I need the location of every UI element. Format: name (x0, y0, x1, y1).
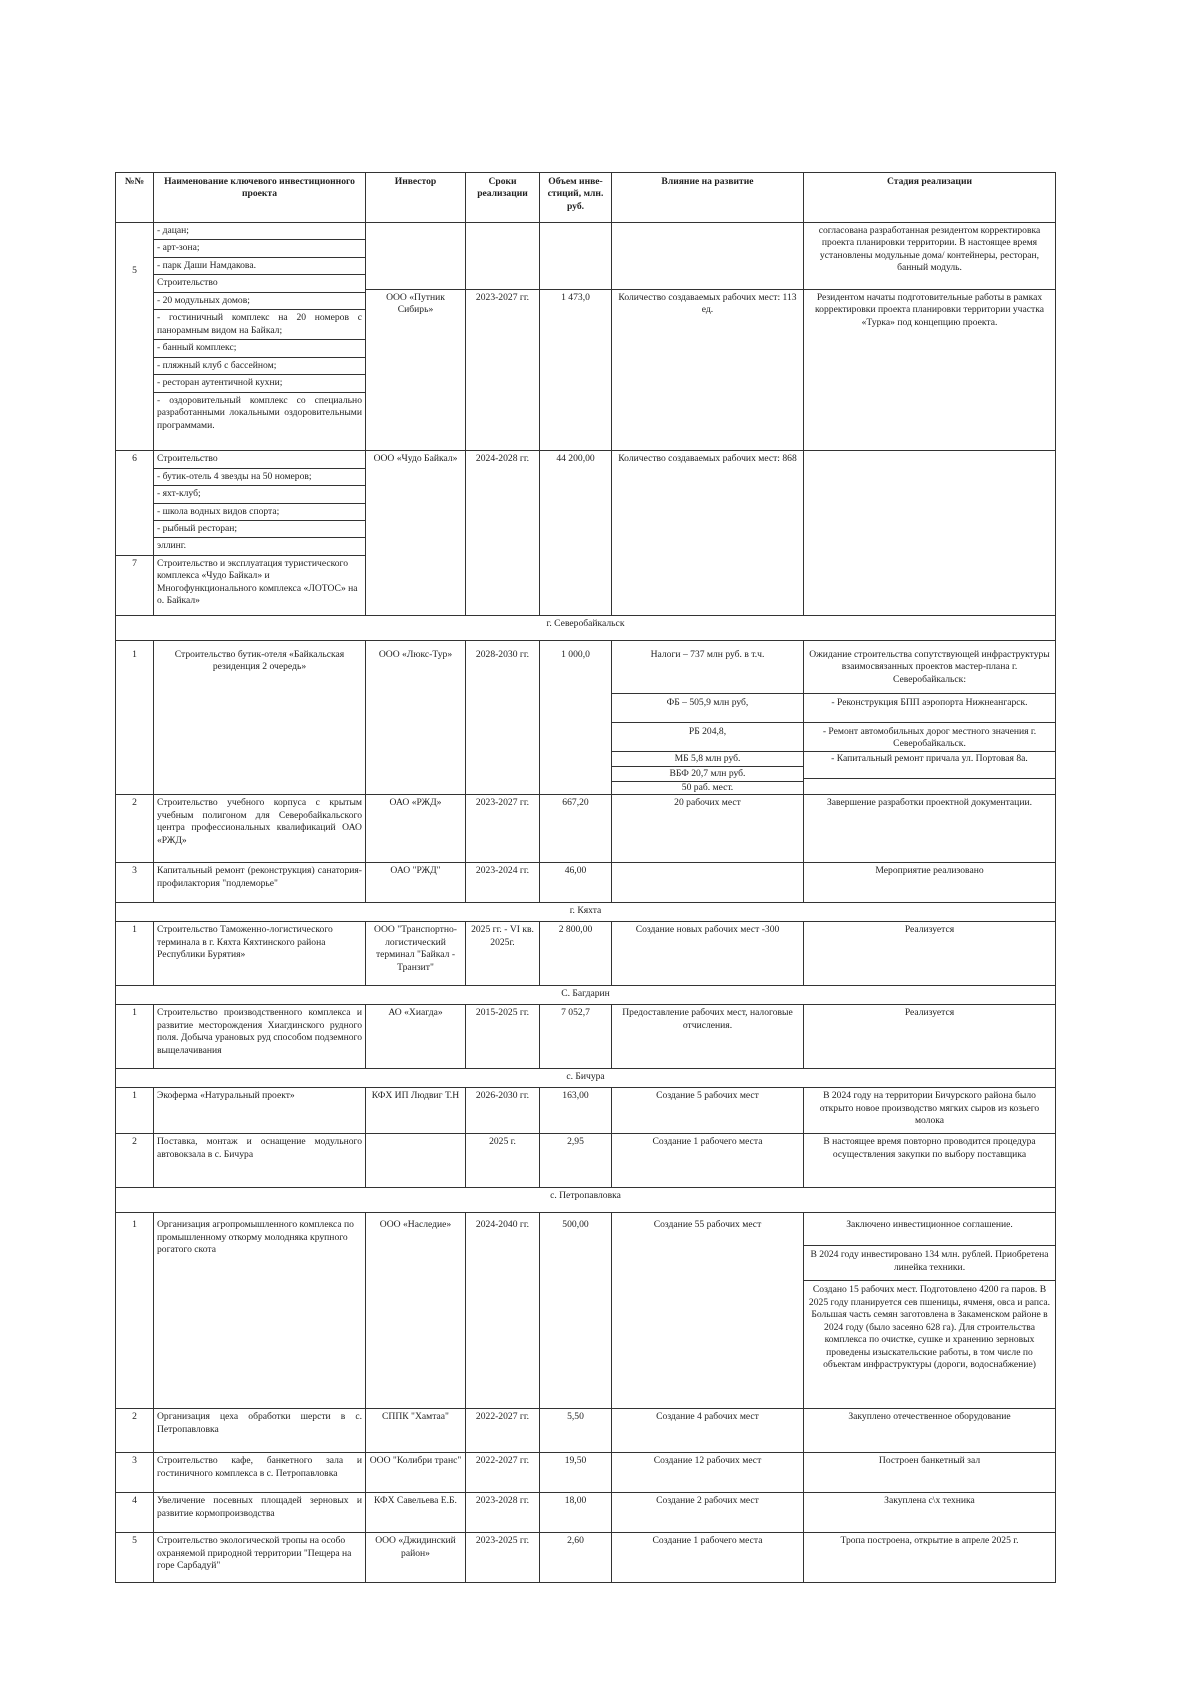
row-stage: Тропа построена, открытие в апреле 2025 г. (804, 1533, 1056, 1583)
section-title: с. Бичура (116, 1069, 1056, 1088)
row-name: Строительство и эксплуатация туристического комплекса «Чудо Байкал» и Многофункционального комплекса «ЛОТОС» на о. Байкал» (154, 555, 366, 615)
list-item: - яхт-клуб; (154, 486, 365, 503)
header-impact: Влияние на развитие (612, 173, 804, 223)
impact-line: ФБ – 505,9 млн руб, (612, 694, 803, 723)
row-stage (804, 1213, 1056, 1409)
list-item: Строительство (154, 275, 365, 292)
row-impact (612, 863, 804, 903)
row-volume: 19,50 (540, 1453, 612, 1493)
stage-line: В 2024 году инвестировано 134 млн. рублей. Приобретена линейка техники. (804, 1246, 1055, 1281)
list-item: - ресторан аутентичной кухни; (154, 375, 365, 392)
row-volume: 44 200,00 (540, 451, 612, 616)
row-volume: 2,95 (540, 1134, 612, 1188)
list-item: - оздоровительный комплекс со специально разработанными локальными оздоровительными программами. (157, 394, 362, 431)
row-stage: В 2024 году на территории Бичурского района было открыто новое производство мягких сыров из козьего молока (804, 1088, 1056, 1134)
row-impact: Создание 4 рабочих мест (612, 1409, 804, 1453)
row-impact: Предоставление рабочих мест, налоговые отчисления. (612, 1005, 804, 1069)
list-item: Строительство (154, 451, 365, 468)
row-investor: ООО "Колибри транс" (366, 1453, 466, 1493)
table-row (116, 922, 1056, 986)
header-investor: Инвестор (366, 173, 466, 223)
row-investor: ООО "Транспортно-логистический терминал "Байкал - Транзит" (366, 922, 466, 986)
list-item: эллинг. (157, 540, 187, 552)
row-terms: 2023-2028 гг. (466, 1493, 540, 1533)
row-impact: Создание 1 рабочего места (612, 1134, 804, 1188)
row-num: 4 (116, 1493, 154, 1533)
impact-line: МБ 5,8 млн руб. (612, 752, 803, 767)
row-impact: Создание 1 рабочего места (612, 1533, 804, 1583)
section-title: с. Петропавловка (116, 1188, 1056, 1213)
table-row (116, 1533, 1056, 1583)
row-volume: 667,20 (540, 795, 612, 863)
row-terms: 2025 г. (466, 1134, 540, 1188)
impact-line: 50 раб. мест. (681, 781, 734, 793)
row-num: 1 (116, 1088, 154, 1134)
row-name: Капитальный ремонт (реконструкция) санатория-профилактория "подлеморье" (154, 863, 366, 903)
section-row (116, 1188, 1056, 1213)
terms-value: 2023-2027 гг. (475, 292, 530, 303)
table-header-row (116, 173, 1056, 223)
row-terms: 2024-2040 гг. (466, 1213, 540, 1409)
row-investor: ООО «Чудо Байкал» (366, 451, 466, 616)
row-num: 3 (116, 863, 154, 903)
row-volume: 1 000,0 (540, 640, 612, 794)
table-row (116, 1134, 1056, 1188)
row-name: Строительство учебного корпуса с крытым учебным полигоном для Северобайкальского центра профессиональных квалификаций ОАО «РЖД» (154, 795, 366, 863)
row-investor (366, 223, 466, 451)
row-num: 7 (116, 555, 154, 615)
row-terms: 2015-2025 гг. (466, 1005, 540, 1069)
row-stage: Построен банкетный зал (804, 1453, 1056, 1493)
row-investor: ОАО "РЖД" (366, 863, 466, 903)
table-row (116, 1493, 1056, 1533)
row-stage (804, 451, 1056, 616)
investor-value: ООО «Путник Сибирь» (386, 292, 445, 316)
volume-value: 1 473,0 (561, 292, 590, 303)
row-name: Увеличение посевных площадей зерновых и развитие кормопроизводства (154, 1493, 366, 1533)
stage-line: - Капитальный ремонт причала ул. Портовая 8а. (804, 752, 1055, 779)
row-name: Строительство производственного комплекса и развитие месторождения Хиагдинского рудного поля. Добыча урановых руд способом подземного выщелачивания (154, 1005, 366, 1069)
row-terms: 2023-2024 гг. (466, 863, 540, 903)
list-item: - арт-зона; (154, 240, 365, 257)
row-stage: Реализуется (804, 1005, 1056, 1069)
row-stage: Завершение разработки проектной документации. (804, 795, 1056, 863)
row-volume: 46,00 (540, 863, 612, 903)
header-name: Наименование ключевого инвестиционного проекта (154, 173, 366, 223)
row-stage (804, 640, 1056, 794)
investment-projects-table (115, 172, 1056, 1583)
row-num: 3 (116, 1453, 154, 1493)
header-num: №№ (116, 173, 154, 223)
row-impact: Создание 2 рабочих мест (612, 1493, 804, 1533)
row-investor: СППК "Хамтаа" (366, 1409, 466, 1453)
section-title: г. Северобайкальск (116, 615, 1056, 640)
row-volume: 5,50 (540, 1409, 612, 1453)
row-terms: 2024-2028 гг. (466, 451, 540, 616)
row-num: 1 (116, 1005, 154, 1069)
row-num: 1 (116, 640, 154, 794)
row-num: 2 (116, 1134, 154, 1188)
list-item: - дацан; (154, 223, 365, 240)
stage-line: - Реконструкция БПП аэропорта Нижнеангарск. (804, 694, 1055, 723)
table-row (116, 1213, 1056, 1409)
row-name: Организация цеха обработки шерсти в с. Петропавловка (154, 1409, 366, 1453)
row-volume: 500,00 (540, 1213, 612, 1409)
row-num: 5 (116, 1533, 154, 1583)
table-row (116, 795, 1056, 863)
list-item: - парк Даши Намдакова. (154, 258, 365, 275)
row-volume: 2 800,00 (540, 922, 612, 986)
row-impact: Количество создаваемых рабочих мест: 868 (612, 451, 804, 616)
table-row (116, 1409, 1056, 1453)
row-num: 2 (116, 1409, 154, 1453)
row-investor: КФХ ИП Людвиг Т.Н (366, 1088, 466, 1134)
table-row (116, 223, 1056, 451)
row-name: Поставка, монтаж и оснащение модульного автовокзала в с. Бичура (154, 1134, 366, 1188)
row-stage: В настоящее время повторно проводится процедура осуществления закупки по выбору поставщика (804, 1134, 1056, 1188)
table-row (116, 1453, 1056, 1493)
row-name: Строительство бутик-отеля «Байкальская резиденция 2 очередь» (154, 640, 366, 794)
row-name (154, 451, 366, 556)
list-item: - 20 модульных домов; (154, 293, 365, 310)
stage-line: Ожидание строительства сопутствующей инфраструктуры взаимосвязанных проектов мастер-плана г. Северобайкальск: (804, 641, 1055, 694)
row-impact (612, 640, 804, 794)
row-num (116, 223, 154, 451)
row-num-5: 5 (132, 265, 137, 276)
row-impact: Создание 55 рабочих мест (612, 1213, 804, 1409)
row-name: Организация агропромышленного комплекса по промышленному откорму молодняка крупного рогатого скота (154, 1213, 366, 1409)
table-row (116, 863, 1056, 903)
section-title: С. Багдарин (116, 986, 1056, 1005)
row-terms: 2022-2027 гг. (466, 1453, 540, 1493)
row-volume: 2,60 (540, 1533, 612, 1583)
row-investor (366, 1134, 466, 1188)
row-terms: 2023-2027 гг. (466, 795, 540, 863)
row-investor: КФХ Савельева Е.Б. (366, 1493, 466, 1533)
row-name: Строительство Таможенно-логистического терминала в г. Кяхта Кяхтинского района Республики Бурятия» (154, 922, 366, 986)
row-terms: 2026-2030 гг. (466, 1088, 540, 1134)
row-name: Строительство экологической тропы на особо охраняемой природной территории "Пещера на горе Сарбадуй" (154, 1533, 366, 1583)
row-num: 2 (116, 795, 154, 863)
impact-line: ВБФ 20,7 млн руб. (612, 767, 803, 782)
stage-value: согласована разработанная резидентом корректировка проекта планировки территории. В настоящее время установлены модульные дома/ контейнеры, ресторан, банный модуль. (804, 223, 1055, 290)
row-impact: Создание 12 рабочих мест (612, 1453, 804, 1493)
stage-value: Резидентом начаты подготовительные работы в рамках корректировки проекта планировки территории участка «Турка» под концепцию проекта. (815, 292, 1044, 328)
table-row (116, 451, 1056, 556)
row-num: 1 (116, 922, 154, 986)
row-investor: ООО «Джидинский район» (366, 1533, 466, 1583)
row-investor: АО «Хиагда» (366, 1005, 466, 1069)
row-investor: ООО «Наследие» (366, 1213, 466, 1409)
row-volume: 18,00 (540, 1493, 612, 1533)
row-stage: Закуплено отечественное оборудование (804, 1409, 1056, 1453)
row-volume: 163,00 (540, 1088, 612, 1134)
row-name (154, 223, 366, 451)
row-impact: Создание 5 рабочих мест (612, 1088, 804, 1134)
header-terms: Сроки реализации (466, 173, 540, 223)
stage-line: Создано 15 рабочих мест. Подготовлено 4200 га паров. В 2025 году планируется сев пшеницы, ячменя, овса и рапса. Большая часть семян заготовлена в Закаменском районе в 2024 году (было засеяно 628 га). Для строительства комплекса по очистке, сушке и хранению зерновых проведены изыскательские работы, в том числе по объектам инфраструктуры (дороги, водоснабжение) (808, 1284, 1051, 1371)
row-impact: 20 рабочих мест (612, 795, 804, 863)
table-row (116, 640, 1056, 794)
stage-line: - Ремонт автомобильных дорог местного значения г. Северобайкальск. (804, 723, 1055, 752)
table-row (116, 1088, 1056, 1134)
row-name: Строительство кафе, банкетного зала и гостиничного комплекса в с. Петропавловка (154, 1453, 366, 1493)
section-row (116, 986, 1056, 1005)
row-name: Экоферма «Натуральный проект» (154, 1088, 366, 1134)
table-row (116, 1005, 1056, 1069)
header-stage: Стадия реализации (804, 173, 1056, 223)
stage-line: Заключено инвестиционное соглашение. (804, 1213, 1055, 1246)
section-row (116, 615, 1056, 640)
list-item: - пляжный клуб с бассейном; (154, 358, 365, 375)
list-item: - бутик-отель 4 звезды на 50 номеров; (154, 469, 365, 486)
row-stage (804, 223, 1056, 451)
row-stage: Закуплена с\х техника (804, 1493, 1056, 1533)
impact-value: Количество создаваемых рабочих мест: 113 ед. (618, 292, 797, 316)
section-title: г. Кяхта (116, 903, 1056, 922)
header-volume: Объем инве-стиций, млн. руб. (540, 173, 612, 223)
row-terms: 2025 гг. - VI кв. 2025г. (466, 922, 540, 986)
impact-line: РБ 204,8, (612, 723, 803, 752)
row-terms: 2028-2030 гг. (466, 640, 540, 794)
row-impact: Создание новых рабочих мест -300 (612, 922, 804, 986)
row-stage: Реализуется (804, 922, 1056, 986)
row-terms: 2022-2027 гг. (466, 1409, 540, 1453)
row-stage: Мероприятие реализовано (804, 863, 1056, 903)
impact-line: Налоги – 737 млн руб. в т.ч. (612, 641, 803, 694)
list-item: - банный комплекс; (154, 340, 365, 357)
row-terms: 2023-2025 гг. (466, 1533, 540, 1583)
row-volume: 7 052,7 (540, 1005, 612, 1069)
row-num: 1 (116, 1213, 154, 1409)
row-terms (466, 223, 540, 451)
row-num: 6 (116, 451, 154, 556)
row-volume (540, 223, 612, 451)
row-investor: ООО «Люкс-Тур» (366, 640, 466, 794)
row-investor: ОАО «РЖД» (366, 795, 466, 863)
section-row (116, 1069, 1056, 1088)
section-row (116, 903, 1056, 922)
list-item: - гостиничный комплекс на 20 номеров с панорамным видом на Байкал; (154, 310, 365, 340)
list-item: - рыбный ресторан; (154, 521, 365, 538)
row-impact (612, 223, 804, 451)
list-item: - школа водных видов спорта; (154, 504, 365, 521)
